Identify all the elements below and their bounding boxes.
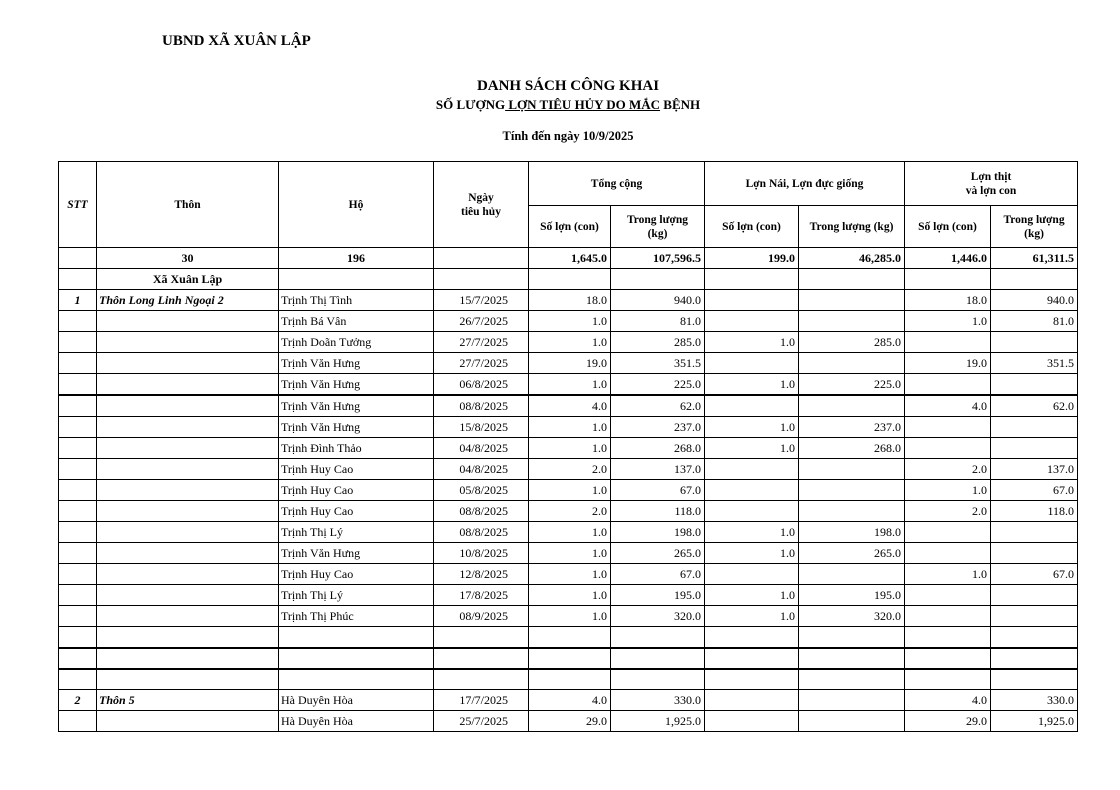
cell-nai-so bbox=[705, 395, 799, 417]
cell-tc-tl: 67.0 bbox=[611, 564, 705, 585]
cell-thon bbox=[97, 564, 279, 585]
cell-thit-so bbox=[905, 417, 991, 438]
col-tc-trong-luong bbox=[611, 206, 705, 248]
cell-ngay: 27/7/2025 bbox=[434, 332, 529, 353]
cell-nai-so bbox=[705, 648, 799, 669]
cell-thon bbox=[97, 606, 279, 627]
col-lon-thit bbox=[905, 162, 1078, 206]
cell-tc-tl bbox=[611, 627, 705, 648]
totals-stt bbox=[59, 248, 97, 269]
cell-nai-tl bbox=[799, 648, 905, 669]
cell-tc-so: 2.0 bbox=[529, 501, 611, 522]
cell-thit-tl: 137.0 bbox=[991, 459, 1078, 480]
cell-stt bbox=[59, 311, 97, 332]
cell-tc-tl: 195.0 bbox=[611, 585, 705, 606]
totals-nai-so-lon: 199.0 bbox=[705, 248, 799, 269]
cell-stt bbox=[59, 417, 97, 438]
cell-thit-so: 4.0 bbox=[905, 690, 991, 711]
cell-tc-tl: 268.0 bbox=[611, 438, 705, 459]
cell-nai-tl bbox=[799, 311, 905, 332]
cell-thon bbox=[97, 459, 279, 480]
cell-thit-so: 29.0 bbox=[905, 711, 991, 732]
cell-thit-tl bbox=[991, 543, 1078, 564]
cell-ho: Trịnh Đình Thảo bbox=[279, 438, 434, 459]
cell-stt bbox=[59, 438, 97, 459]
cell-stt bbox=[59, 353, 97, 374]
cell-tc-tl: 225.0 bbox=[611, 374, 705, 396]
cell-ho: Trịnh Văn Hưng bbox=[279, 353, 434, 374]
cell-thit-so bbox=[905, 627, 991, 648]
cell-ngay: 08/8/2025 bbox=[434, 501, 529, 522]
as-of-date: Tính đến ngày 10/9/2025 bbox=[502, 129, 634, 143]
col-tc-so-lon: Số lợn (con) bbox=[529, 206, 611, 248]
cell-stt bbox=[59, 564, 97, 585]
empty-cell bbox=[529, 269, 611, 290]
col-thit-tl-line2: (kg) bbox=[1024, 227, 1044, 240]
cell-stt bbox=[59, 669, 97, 690]
cell-thit-tl: 330.0 bbox=[991, 690, 1078, 711]
cell-thit-tl: 81.0 bbox=[991, 311, 1078, 332]
cell-tc-so: 1.0 bbox=[529, 480, 611, 501]
cell-ho: Hà Duyên Hòa bbox=[279, 711, 434, 732]
cell-nai-tl bbox=[799, 353, 905, 374]
table-row bbox=[59, 332, 1078, 353]
col-nai-so-lon: Số lợn (con) bbox=[705, 206, 799, 248]
cell-nai-tl: 265.0 bbox=[799, 543, 905, 564]
cell-nai-tl: 268.0 bbox=[799, 438, 905, 459]
cell-thit-so bbox=[905, 374, 991, 396]
cell-thit-tl: 351.5 bbox=[991, 353, 1078, 374]
totals-thit-trong-luong: 61,311.5 bbox=[991, 248, 1078, 269]
col-lon-thit-line2: và lợn con bbox=[965, 184, 1017, 197]
col-lon-thit-line1: Lợn thịt bbox=[970, 170, 1012, 183]
cell-thit-tl bbox=[991, 417, 1078, 438]
cell-thon bbox=[97, 669, 279, 690]
col-thon: Thôn bbox=[97, 162, 279, 248]
cell-thit-tl: 118.0 bbox=[991, 501, 1078, 522]
cell-nai-so: 1.0 bbox=[705, 332, 799, 353]
cell-tc-tl: 1,925.0 bbox=[611, 711, 705, 732]
cell-nai-tl: 195.0 bbox=[799, 585, 905, 606]
cell-ho: Hà Duyên Hòa bbox=[279, 690, 434, 711]
cell-nai-so bbox=[705, 480, 799, 501]
cell-thit-tl: 940.0 bbox=[991, 290, 1078, 311]
table-row bbox=[59, 480, 1078, 501]
cell-stt bbox=[59, 543, 97, 564]
cell-thon bbox=[97, 543, 279, 564]
cell-thit-tl bbox=[991, 332, 1078, 353]
cell-stt: 1 bbox=[59, 290, 97, 311]
cell-tc-tl: 67.0 bbox=[611, 480, 705, 501]
cell-thit-tl bbox=[991, 585, 1078, 606]
cell-tc-tl: 940.0 bbox=[611, 290, 705, 311]
cell-nai-so bbox=[705, 564, 799, 585]
cell-tc-tl: 62.0 bbox=[611, 395, 705, 417]
cell-thit-so bbox=[905, 669, 991, 690]
cell-nai-so bbox=[705, 290, 799, 311]
cell-ngay: 25/7/2025 bbox=[434, 711, 529, 732]
cell-stt bbox=[59, 522, 97, 543]
cell-ngay: 08/8/2025 bbox=[434, 522, 529, 543]
cell-nai-so: 1.0 bbox=[705, 438, 799, 459]
cell-thon bbox=[97, 353, 279, 374]
cell-tc-so bbox=[529, 648, 611, 669]
cell-thon bbox=[97, 480, 279, 501]
cell-ho: Trịnh Thị Tình bbox=[279, 290, 434, 311]
cell-ngay bbox=[434, 648, 529, 669]
cell-tc-tl bbox=[611, 648, 705, 669]
cell-thit-tl: 1,925.0 bbox=[991, 711, 1078, 732]
cell-thon bbox=[97, 311, 279, 332]
subtitle-underlined: LỢN TIÊU HỦY DO MẮC bbox=[505, 97, 661, 112]
cell-tc-so: 1.0 bbox=[529, 374, 611, 396]
cell-ngay: 08/8/2025 bbox=[434, 395, 529, 417]
cell-thon: Thôn 5 bbox=[97, 690, 279, 711]
table-row bbox=[59, 522, 1078, 543]
table-row bbox=[59, 669, 1078, 690]
cell-thit-tl bbox=[991, 627, 1078, 648]
cell-stt bbox=[59, 459, 97, 480]
cell-nai-tl: 198.0 bbox=[799, 522, 905, 543]
cell-stt bbox=[59, 332, 97, 353]
col-thit-so-lon: Số lợn (con) bbox=[905, 206, 991, 248]
cell-tc-tl: 118.0 bbox=[611, 501, 705, 522]
cell-tc-so: 1.0 bbox=[529, 606, 611, 627]
cell-thit-so: 19.0 bbox=[905, 353, 991, 374]
totals-ho: 196 bbox=[279, 248, 434, 269]
cell-thit-so: 4.0 bbox=[905, 395, 991, 417]
cell-ngay: 08/9/2025 bbox=[434, 606, 529, 627]
document-subtitle bbox=[0, 97, 1120, 113]
col-tc-tl-line1: Trong lượng bbox=[626, 213, 689, 226]
cell-tc-tl bbox=[611, 669, 705, 690]
subtitle-pre: SỐ LƯỢNG bbox=[435, 97, 506, 112]
cell-tc-so: 2.0 bbox=[529, 459, 611, 480]
cell-ngay: 26/7/2025 bbox=[434, 311, 529, 332]
cell-thon bbox=[97, 711, 279, 732]
cell-nai-so bbox=[705, 711, 799, 732]
totals-tc-trong-luong: 107,596.5 bbox=[611, 248, 705, 269]
cell-tc-so: 1.0 bbox=[529, 564, 611, 585]
cell-tc-tl: 81.0 bbox=[611, 311, 705, 332]
col-ngay-line2: tiêu hủy bbox=[461, 205, 501, 218]
cell-ngay: 17/8/2025 bbox=[434, 585, 529, 606]
cell-thon bbox=[97, 648, 279, 669]
table-row bbox=[59, 374, 1078, 396]
cell-nai-tl bbox=[799, 669, 905, 690]
cell-ngay: 15/7/2025 bbox=[434, 290, 529, 311]
cell-tc-tl: 137.0 bbox=[611, 459, 705, 480]
cell-ngay bbox=[434, 669, 529, 690]
cell-ngay bbox=[434, 627, 529, 648]
cell-ngay: 15/8/2025 bbox=[434, 417, 529, 438]
cell-thon bbox=[97, 417, 279, 438]
totals-tc-so-lon: 1,645.0 bbox=[529, 248, 611, 269]
cell-nai-tl bbox=[799, 690, 905, 711]
cell-ngay: 10/8/2025 bbox=[434, 543, 529, 564]
totals-thit-so-lon: 1,446.0 bbox=[905, 248, 991, 269]
cell-stt bbox=[59, 395, 97, 417]
cell-thon bbox=[97, 438, 279, 459]
empty-cell bbox=[799, 269, 905, 290]
commune-row bbox=[59, 269, 1078, 290]
empty-cell bbox=[279, 269, 434, 290]
cell-ho bbox=[279, 669, 434, 690]
cell-thit-so: 2.0 bbox=[905, 459, 991, 480]
cell-nai-tl bbox=[799, 564, 905, 585]
cell-thon bbox=[97, 332, 279, 353]
cell-nai-so bbox=[705, 690, 799, 711]
table-row bbox=[59, 395, 1078, 417]
cell-tc-so: 4.0 bbox=[529, 395, 611, 417]
cell-nai-tl: 285.0 bbox=[799, 332, 905, 353]
col-tong-cong: Tổng cộng bbox=[529, 162, 705, 206]
cell-nai-so bbox=[705, 627, 799, 648]
cell-nai-so bbox=[705, 311, 799, 332]
table-row bbox=[59, 290, 1078, 311]
table-row bbox=[59, 711, 1078, 732]
cell-thit-tl bbox=[991, 669, 1078, 690]
cell-thit-tl bbox=[991, 606, 1078, 627]
cell-thit-so: 1.0 bbox=[905, 480, 991, 501]
table-row bbox=[59, 459, 1078, 480]
cell-ngay: 06/8/2025 bbox=[434, 374, 529, 396]
cell-ho: Trịnh Văn Hưng bbox=[279, 374, 434, 396]
cell-tc-so: 1.0 bbox=[529, 438, 611, 459]
cell-ho: Trịnh Thị Lý bbox=[279, 522, 434, 543]
table-row bbox=[59, 648, 1078, 669]
cell-stt bbox=[59, 585, 97, 606]
cell-tc-so: 1.0 bbox=[529, 585, 611, 606]
col-stt: STT bbox=[59, 162, 97, 248]
table-row bbox=[59, 501, 1078, 522]
cell-tc-so bbox=[529, 627, 611, 648]
cell-stt bbox=[59, 711, 97, 732]
table-row bbox=[59, 311, 1078, 332]
col-lon-nai: Lợn Nái, Lợn đực giống bbox=[705, 162, 905, 206]
totals-thon: 30 bbox=[97, 248, 279, 269]
cell-thit-so bbox=[905, 332, 991, 353]
cell-thit-so bbox=[905, 648, 991, 669]
cell-thit-so: 18.0 bbox=[905, 290, 991, 311]
cell-nai-tl bbox=[799, 627, 905, 648]
cell-thit-so bbox=[905, 543, 991, 564]
cell-tc-so: 1.0 bbox=[529, 332, 611, 353]
cell-ho bbox=[279, 648, 434, 669]
cell-thon: Thôn Long Linh Ngoại 2 bbox=[97, 290, 279, 311]
table-row bbox=[59, 564, 1078, 585]
cell-nai-tl: 225.0 bbox=[799, 374, 905, 396]
table-row bbox=[59, 543, 1078, 564]
cell-tc-tl: 237.0 bbox=[611, 417, 705, 438]
cell-nai-tl bbox=[799, 290, 905, 311]
cell-nai-tl bbox=[799, 480, 905, 501]
cell-ho: Trịnh Huy Cao bbox=[279, 459, 434, 480]
cell-tc-so: 1.0 bbox=[529, 417, 611, 438]
cell-tc-so: 4.0 bbox=[529, 690, 611, 711]
cell-thit-so bbox=[905, 585, 991, 606]
cell-nai-so: 1.0 bbox=[705, 543, 799, 564]
cell-ho bbox=[279, 627, 434, 648]
cell-thit-so bbox=[905, 522, 991, 543]
subtitle-post: BỆNH bbox=[660, 97, 701, 112]
cell-tc-tl: 330.0 bbox=[611, 690, 705, 711]
table-row bbox=[59, 627, 1078, 648]
cell-ho: Trịnh Doãn Tưởng bbox=[279, 332, 434, 353]
cell-ngay: 04/8/2025 bbox=[434, 438, 529, 459]
cell-thit-so: 1.0 bbox=[905, 311, 991, 332]
cell-stt bbox=[59, 501, 97, 522]
cell-thon bbox=[97, 395, 279, 417]
empty-cell bbox=[705, 269, 799, 290]
cell-ho: Trịnh Huy Cao bbox=[279, 564, 434, 585]
cell-thon bbox=[97, 501, 279, 522]
cell-thon bbox=[97, 522, 279, 543]
cell-tc-so bbox=[529, 669, 611, 690]
totals-row bbox=[59, 248, 1078, 269]
pig-disposal-table bbox=[58, 161, 1078, 732]
commune-stt bbox=[59, 269, 97, 290]
document-title: DANH SÁCH CÔNG KHAI bbox=[476, 78, 660, 94]
table-row bbox=[59, 438, 1078, 459]
cell-thit-tl bbox=[991, 374, 1078, 396]
col-ngay bbox=[434, 162, 529, 248]
cell-thon bbox=[97, 374, 279, 396]
cell-nai-so: 1.0 bbox=[705, 417, 799, 438]
col-thit-trong-luong bbox=[991, 206, 1078, 248]
cell-nai-tl bbox=[799, 501, 905, 522]
cell-tc-tl: 285.0 bbox=[611, 332, 705, 353]
commune-label: Xã Xuân Lập bbox=[97, 269, 279, 290]
cell-stt: 2 bbox=[59, 690, 97, 711]
cell-ngay: 12/8/2025 bbox=[434, 564, 529, 585]
cell-stt bbox=[59, 627, 97, 648]
empty-cell bbox=[434, 269, 529, 290]
cell-tc-so: 29.0 bbox=[529, 711, 611, 732]
col-tc-tl-line2: (kg) bbox=[647, 227, 668, 240]
empty-cell bbox=[611, 269, 705, 290]
cell-thon bbox=[97, 585, 279, 606]
cell-thit-tl bbox=[991, 522, 1078, 543]
cell-thon bbox=[97, 627, 279, 648]
cell-tc-so: 18.0 bbox=[529, 290, 611, 311]
cell-stt bbox=[59, 606, 97, 627]
cell-nai-tl bbox=[799, 711, 905, 732]
cell-stt bbox=[59, 374, 97, 396]
cell-ho: Trịnh Văn Hưng bbox=[279, 417, 434, 438]
table-row bbox=[59, 606, 1078, 627]
cell-thit-tl bbox=[991, 648, 1078, 669]
cell-thit-tl: 67.0 bbox=[991, 480, 1078, 501]
cell-nai-tl bbox=[799, 459, 905, 480]
col-ngay-line1: Ngày bbox=[468, 191, 494, 204]
cell-ngay: 17/7/2025 bbox=[434, 690, 529, 711]
cell-ho: Trịnh Thị Lý bbox=[279, 585, 434, 606]
table-row bbox=[59, 690, 1078, 711]
cell-ho: Trịnh Bá Vân bbox=[279, 311, 434, 332]
cell-thit-tl bbox=[991, 438, 1078, 459]
cell-tc-tl: 351.5 bbox=[611, 353, 705, 374]
totals-nai-trong-luong: 46,285.0 bbox=[799, 248, 905, 269]
cell-ho: Trịnh Văn Hưng bbox=[279, 395, 434, 417]
cell-thit-so: 2.0 bbox=[905, 501, 991, 522]
col-nai-trong-luong: Trong lượng (kg) bbox=[799, 206, 905, 248]
cell-nai-so bbox=[705, 669, 799, 690]
cell-ho: Trịnh Huy Cao bbox=[279, 501, 434, 522]
cell-nai-tl bbox=[799, 395, 905, 417]
table-row bbox=[59, 585, 1078, 606]
table-row bbox=[59, 417, 1078, 438]
cell-thit-so bbox=[905, 438, 991, 459]
cell-thit-so bbox=[905, 606, 991, 627]
cell-stt bbox=[59, 480, 97, 501]
cell-nai-so bbox=[705, 353, 799, 374]
empty-cell bbox=[905, 269, 991, 290]
cell-nai-so: 1.0 bbox=[705, 522, 799, 543]
table-row bbox=[59, 353, 1078, 374]
cell-thit-tl: 67.0 bbox=[991, 564, 1078, 585]
cell-ngay: 04/8/2025 bbox=[434, 459, 529, 480]
cell-nai-tl: 237.0 bbox=[799, 417, 905, 438]
cell-nai-so: 1.0 bbox=[705, 585, 799, 606]
cell-thit-so: 1.0 bbox=[905, 564, 991, 585]
cell-nai-so bbox=[705, 459, 799, 480]
cell-tc-so: 1.0 bbox=[529, 543, 611, 564]
cell-tc-tl: 320.0 bbox=[611, 606, 705, 627]
cell-tc-tl: 198.0 bbox=[611, 522, 705, 543]
cell-stt bbox=[59, 648, 97, 669]
cell-ngay: 05/8/2025 bbox=[434, 480, 529, 501]
cell-tc-tl: 265.0 bbox=[611, 543, 705, 564]
cell-tc-so: 19.0 bbox=[529, 353, 611, 374]
cell-tc-so: 1.0 bbox=[529, 522, 611, 543]
cell-thit-tl: 62.0 bbox=[991, 395, 1078, 417]
col-thit-tl-line1: Trong lượng bbox=[1003, 213, 1065, 226]
col-ho: Hộ bbox=[279, 162, 434, 248]
totals-ngay bbox=[434, 248, 529, 269]
cell-ngay: 27/7/2025 bbox=[434, 353, 529, 374]
cell-nai-so: 1.0 bbox=[705, 374, 799, 396]
cell-ho: Trịnh Huy Cao bbox=[279, 480, 434, 501]
cell-nai-so: 1.0 bbox=[705, 606, 799, 627]
cell-ho: Trịnh Văn Hưng bbox=[279, 543, 434, 564]
cell-ho: Trịnh Thị Phúc bbox=[279, 606, 434, 627]
org-name: UBND XÃ XUÂN LẬP bbox=[162, 33, 311, 49]
cell-nai-tl: 320.0 bbox=[799, 606, 905, 627]
empty-cell bbox=[991, 269, 1078, 290]
cell-nai-so bbox=[705, 501, 799, 522]
cell-tc-so: 1.0 bbox=[529, 311, 611, 332]
